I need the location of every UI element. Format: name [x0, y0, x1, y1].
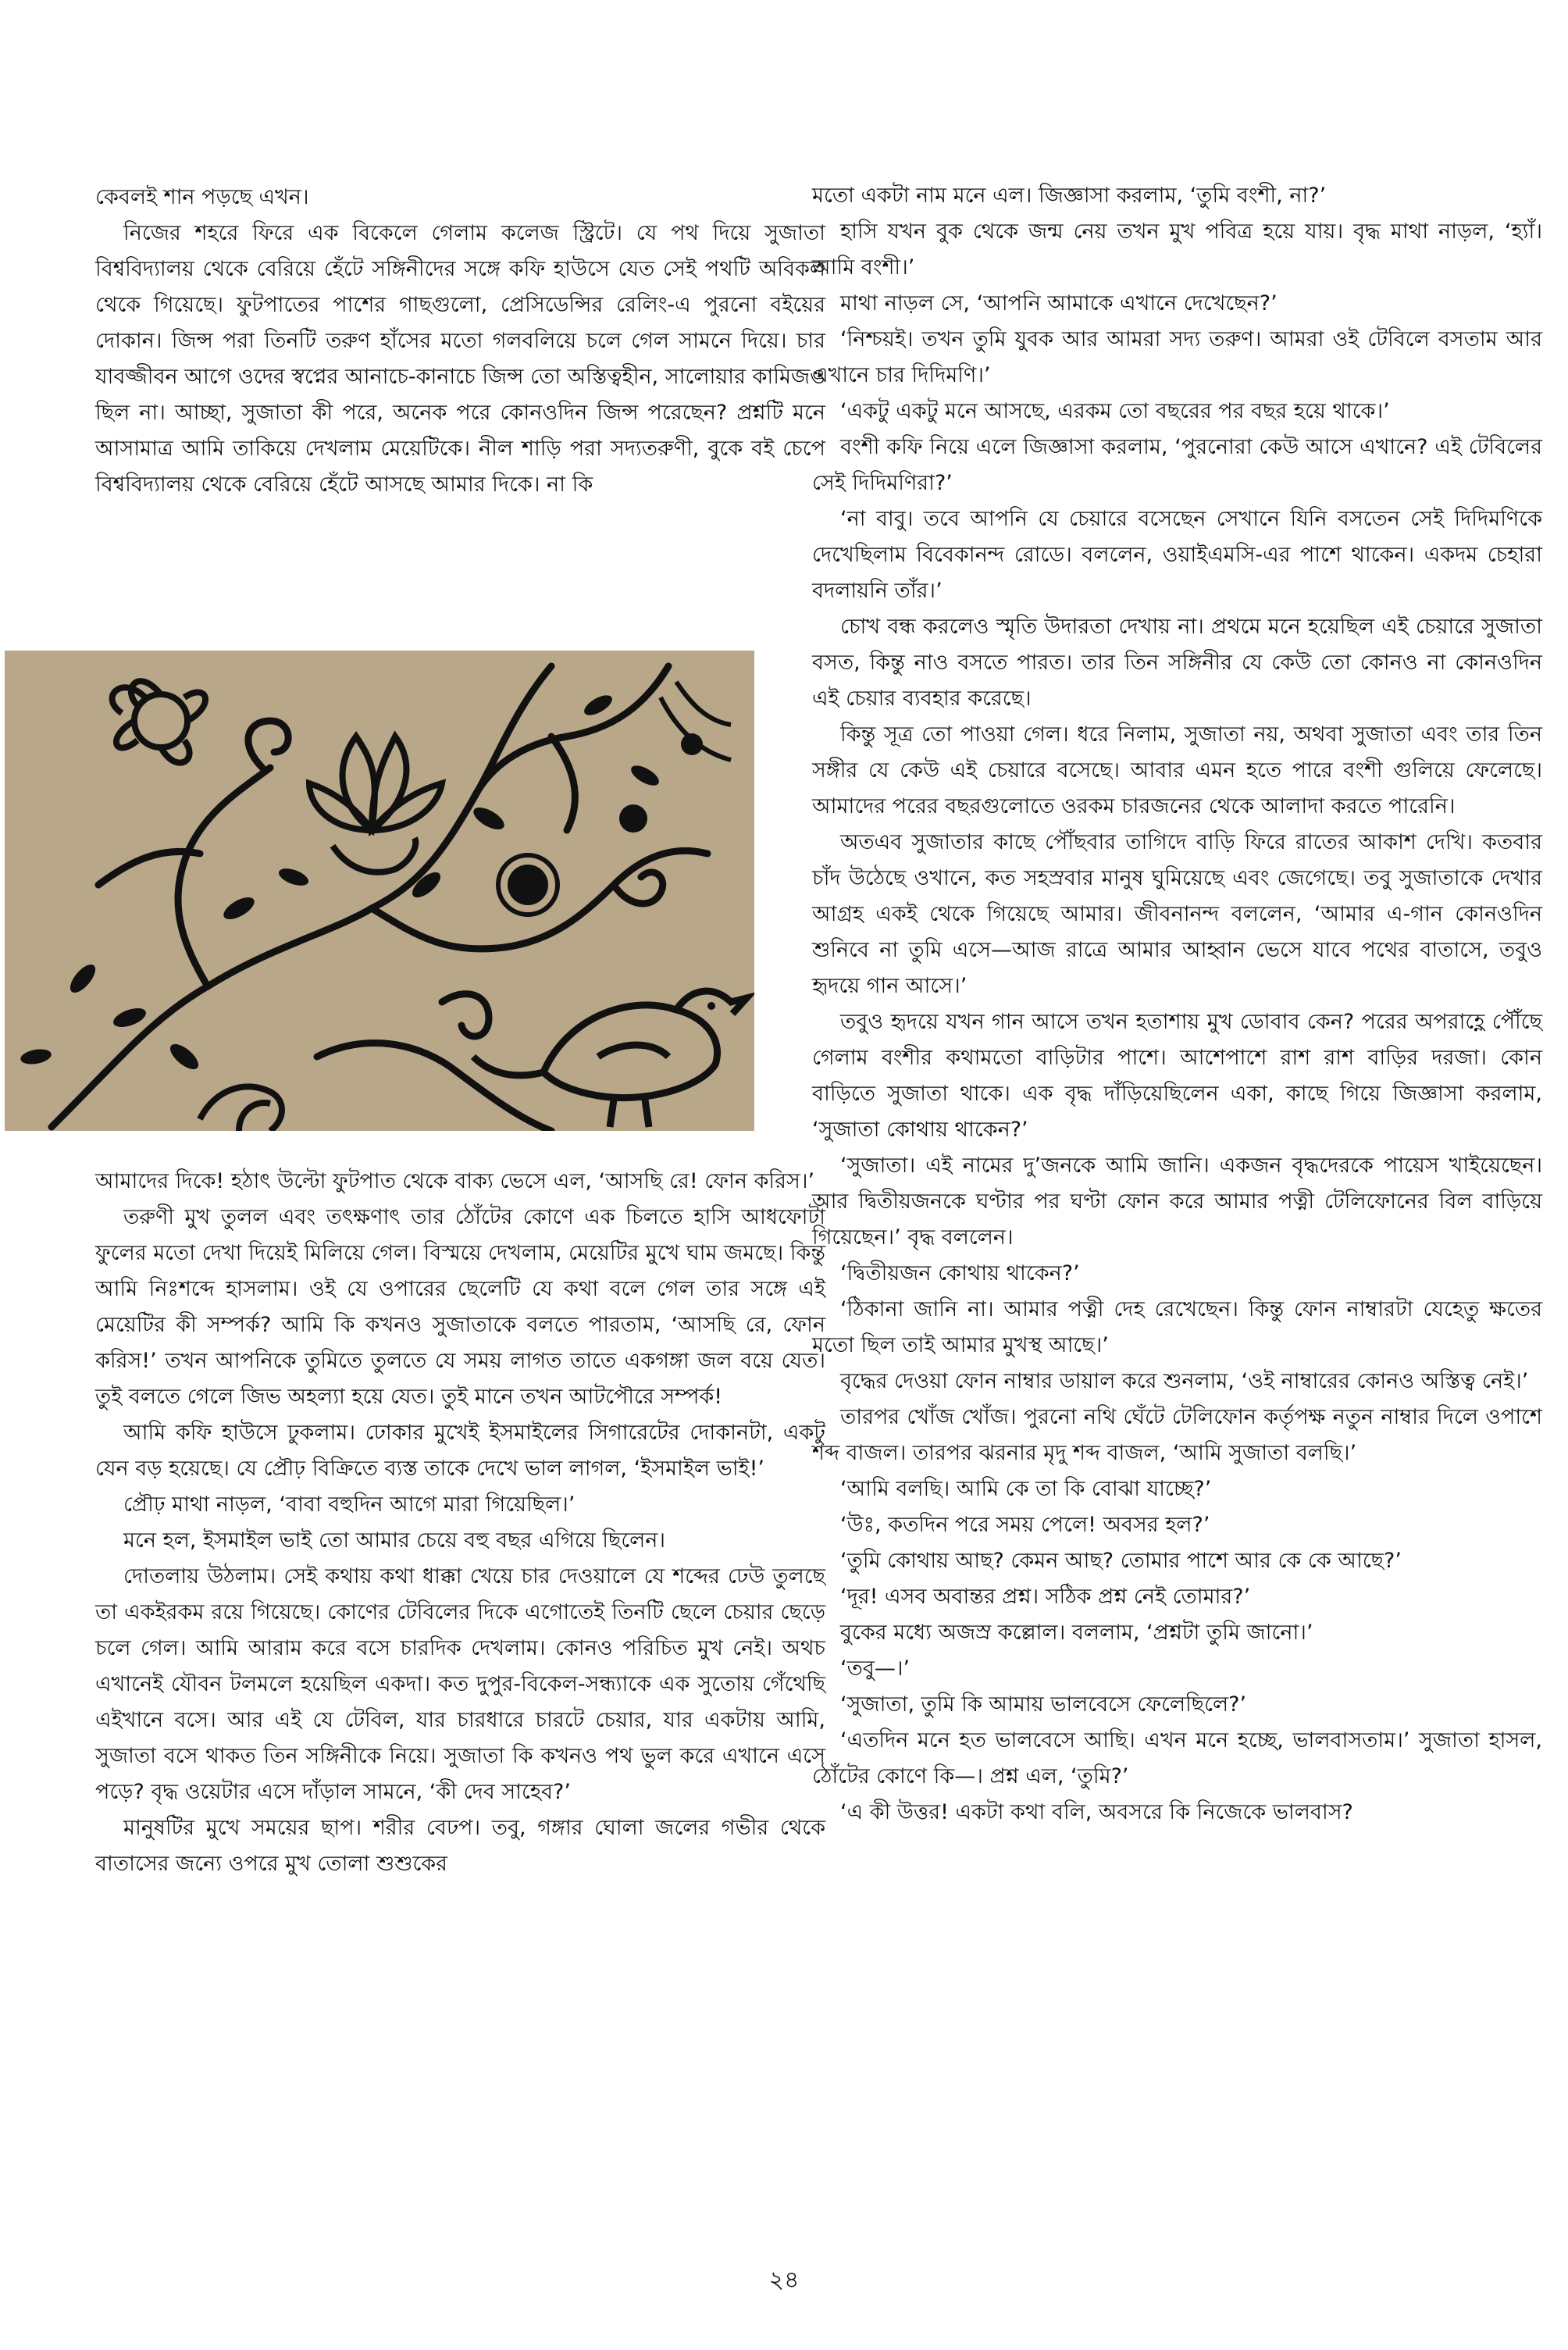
paragraph: ‘আমি বলছি। আমি কে তা কি বোঝা যাচ্ছে?’ [840, 1477, 1212, 1501]
paragraph: মানুষটির মুখে সময়ের ছাপ। শরীর বেঢপ। তবু, গঙ্গার ঘোলা জলের গভীর থেকে বাতাসের জন্যে ওপরে মুখ তোলা শুশুকের [95, 1816, 825, 1876]
paragraph: ‘উঃ, কতদিন পরে সময় পেলে! অবসর হল?’ [840, 1513, 1210, 1537]
left-column-top [95, 180, 825, 503]
paragraph: আমি কফি হাউসে ঢুকলাম। ঢোকার মুখেই ইসমাইলের সিগারেটের দোকানটা, একটু যেন বড় হয়েছে। যে প্রৌঢ় বিক্রিতে ব্যস্ত তাকে দেখে ভাল লাগল, ‘ইসমাইল ভাই!’ [95, 1421, 825, 1481]
paragraph: মতো একটা নাম মনে এল। জিজ্ঞাসা করলাম, ‘তুমি বংশী, না?’ [812, 184, 1327, 208]
paragraph: ‘সুজাতা। এই নামের দু’জনকে আমি জানি। একজন বৃদ্ধদেরকে পায়েস খাইয়েছেন। আর দ্বিতীয়জনকে ঘণ্টার পর ঘণ্টা ফোন করে আমার পত্নী টেলিফোনের বিল বাড়িয়ে গিয়েছেন।’ বৃদ্ধ বললেন। [812, 1154, 1542, 1250]
paragraph: কেবলই শান পড়ছে এখন। [95, 185, 309, 209]
paragraph: ‘তবু—।’ [840, 1656, 911, 1681]
paragraph: ‘সুজাতা, তুমি কি আমায় ভালবেসে ফেলেছিলে?’ [840, 1692, 1247, 1717]
paragraph: তরুণী মুখ তুলল এবং তৎক্ষণাৎ তার ঠোঁটের কোণে এক চিলতে হাসি আধফোটা ফুলের মতো দেখা দিয়েই মিলিয়ে গেল। বিস্ময়ে দেখলাম, মেয়েটির মুখে ঘাম জমছে। কিন্তু আমি নিঃশব্দে হাসলাম। ওই যে ওপারের ছেলেটি যে কথা বলে গেল তার সঙ্গে এই মেয়েটির কী সম্পর্ক? আমি কি কখনও সুজাতাকে বলতে পারতাম, ‘আসছি রে, ফোন করিস!’ তখন আপনিকে তুমিতে তুলতে যে সময় লাগত তাতে একগঙ্গা জল বয়ে যেত। তুই বলতে গেলে জিভ অহল্যা হয়ে যেত। তুই মানে তখন আটপৌরে সম্পর্ক! [95, 1205, 825, 1409]
paragraph: ‘দ্বিতীয়জন কোথায় থাকেন?’ [840, 1261, 1080, 1286]
paragraph: ‘দূর! এসব অবান্তর প্রশ্ন। সঠিক প্রশ্ন নেই তোমার?’ [840, 1585, 1251, 1609]
paragraph: ‘এ কী উত্তর! একটা কথা বলি, অবসরে কি নিজেকে ভালবাস? [840, 1800, 1353, 1824]
paragraph: মাথা নাড়ল সে, ‘আপনি আমাকে এখানে দেখেছেন?’ [840, 291, 1278, 316]
paragraph: অতএব সুজাতার কাছে পৌঁছবার তাগিদে বাড়ি ফিরে রাতের আকাশ দেখি। কতবার চাঁদ উঠেছে ওখানে, কত সহস্রবার মানুষ ঘুমিয়েছে এবং জেগেছে। তবু সুজাতাকে দেখার আগ্রহ একই থেকে গিয়েছে আমার। জীবনানন্দ বললেন, ‘আমার এ-গান কোনওদিন শুনিবে না তুমি এসে—আজ রাত্রে আমার আহ্বান ভেসে যাবে পথের বাতাসে, তবুও হৃদয়ে গান আসে।’ [812, 830, 1542, 998]
paragraph: ‘ঠিকানা জানি না। আমার পত্নী দেহ রেখেছেন। কিন্তু ফোন নাম্বারটা যেহেতু ক্ষতের মতো ছিল তাই আমার মুখস্থ আছে।’ [812, 1297, 1542, 1357]
paragraph: ‘নিশ্চয়ই। তখন তুমি যুবক আর আমরা সদ্য তরুণ। আমরা ওই টেবিলে বসতাম আর এখানে চার দিদিমণি।’ [812, 327, 1542, 387]
paragraph: কিন্তু সূত্র তো পাওয়া গেল। ধরে নিলাম, সুজাতা নয়, অথবা সুজাতা এবং তার তিন সঙ্গীর যে কেউ এই চেয়ারে বসেছে। আবার এমন হতে পারে বংশী গুলিয়ে ফেলেছে। আমাদের পরের বছরগুলোতে ওরকম চারজনের থেকে আলাদা করতে পারেনি। [812, 722, 1542, 818]
paragraph: নিজের শহরে ফিরে এক বিকেলে গেলাম কলেজ স্ট্রিটে। যে পথ দিয়ে সুজাতা বিশ্ববিদ্যালয় থেকে বেরিয়ে হেঁটে সঙ্গিনীদের সঙ্গে কফি হাউসে যেত সেই পথটি অবিকল থেকে গিয়েছে। ফুটপাতের পাশের গাছগুলো, প্রেসিডেন্সির রেলিং-এ পুরনো বইয়ের দোকান। জিন্স পরা তিনটি তরুণ হাঁসের মতো গলবলিয়ে চলে গেল সামনে দিয়ে। চার যাবজ্জীবন আগে ওদের স্বপ্নের আনাচে-কানাচে জিন্স তো অস্তিত্বহীন, সালোয়ার কামিজও ছিল না। আচ্ছা, সুজাতা কী পরে, অনেক পরে কোনওদিন জিন্স পরেছেন? প্রশ্নটি মনে আসামাত্র আমি তাকিয়ে দেখলাম মেয়েটিকে। নীল শাড়ি পরা সদ্যতরুণী, বুকে বই চেপে বিশ্ববিদ্যালয় থেকে বেরিয়ে হেঁটে আসছে আমার দিকে। না কি [95, 221, 825, 497]
paragraph: বৃদ্ধের দেওয়া ফোন নাম্বার ডায়াল করে শুনলাম, ‘ওই নাম্বারের কোনও অস্তিত্ব নেই।’ [840, 1369, 1529, 1393]
paragraph: তারপর খোঁজ খোঁজ। পুরনো নথি ঘেঁটে টেলিফোন কর্তৃপক্ষ নতুন নাম্বার দিলে ওপাশে শব্দ বাজল। তারপর ঝরনার মৃদু শব্দ বাজল, ‘আমি সুজাতা বলছি।’ [812, 1405, 1542, 1465]
paragraph: তবুও হৃদয়ে যখন গান আসে তখন হতাশায় মুখ ডোবাব কেন? পরের অপরাহ্ণে পৌঁছে গেলাম বংশীর কথামতো বাড়িটার পাশে। আশেপাশে রাশ রাশ বাড়ির দরজা। কোন বাড়িতে সুজাতা থাকে। এক বৃদ্ধ দাঁড়িয়েছিলেন একা, কাছে গিয়ে জিজ্ঞাসা করলাম, ‘সুজাতা কোথায় থাকেন?’ [812, 1010, 1542, 1142]
paragraph: মনে হল, ইসমাইল ভাই তো আমার চেয়ে বহু বছর এগিয়ে ছিলেন। [123, 1528, 666, 1553]
paragraph: প্রৌঢ় মাথা নাড়ল, ‘বাবা বহুদিন আগে মারা গিয়েছিল।’ [123, 1492, 576, 1517]
paragraph: দোতলায় উঠলাম। সেই কথায় কথা ধাক্কা খেয়ে চার দেওয়ালে যে শব্দের ঢেউ তুলছে তা একইরকম রয়ে গিয়েছে। কোণের টেবিলের দিকে এগোতেই তিনটি ছেলে চেয়ার ছেড়ে চলে গেল। আমি আরাম করে বসে চারদিক দেখলাম। কোনও পরিচিত মুখ নেই। অথচ এখানেই যৌবন টলমলে হয়েছিল একদা। কত দুপুর-বিকেল-সন্ধ্যাকে এক সুতোয় গেঁথেছি এইখানে বসে। আর এই যে টেবিল, যার চারধারে চারটে চেয়ার, যার একটায় আমি, সুজাতা বসে থাকত তিন সঙ্গিনীকে নিয়ে। সুজাতা কি কখনও পথ ভুল করে এখানে এসে পড়ে? বৃদ্ধ ওয়েটার এসে দাঁড়াল সামনে, ‘কী দেব সাহেব?’ [95, 1564, 825, 1804]
floral-bird-woodcut-icon [5, 651, 754, 1131]
right-column [812, 178, 1542, 1831]
left-column-bottom [95, 1164, 825, 1882]
paragraph: ‘একটু একটু মনে আসছে, এরকম তো বছরের পর বছর হয়ে থাকে।’ [840, 399, 1390, 423]
paragraph: ‘এতদিন মনে হত ভালবেসে আছি। এখন মনে হচ্ছে, ভালবাসতাম।’ সুজাতা হাসল, ঠোঁটের কোণে কি—। প্রশ্ন এল, ‘তুমি?’ [812, 1728, 1542, 1788]
paragraph: বংশী কফি নিয়ে এলে জিজ্ঞাসা করলাম, ‘পুরনোরা কেউ আসে এখানে? এই টেবিলের সেই দিদিমণিরা?’ [812, 435, 1542, 495]
paragraph: ‘না বাবু। তবে আপনি যে চেয়ারে বসেছেন সেখানে যিনি বসতেন সেই দিদিমণিকে দেখেছিলাম বিবেকানন্দ রোডে। বললেন, ওয়াইএমসি-এর পাশে থাকেন। একদম চেহারা বদলায়নি তাঁর।’ [812, 507, 1542, 603]
floral-bird-illustration [5, 651, 754, 1131]
paragraph: ‘তুমি কোথায় আছ? কেমন আছ? তোমার পাশে আর কে কে আছে?’ [840, 1549, 1402, 1573]
paragraph: চোখ বন্ধ করলেও স্মৃতি উদারতা দেখায় না। প্রথমে মনে হয়েছিল এই চেয়ারে সুজাতা বসত, কিন্তু নাও বসতে পারত। তার তিন সঙ্গিনীর যে কেউ তো কোনও না কোনওদিন এই চেয়ার ব্যবহার করেছে। [812, 615, 1542, 711]
page-number: ২৪ [768, 2266, 800, 2294]
paragraph: বুকের মধ্যে অজস্র কল্লোল। বললাম, ‘প্রশ্নটা তুমি জানো।’ [840, 1621, 1313, 1645]
paragraph: হাসি যখন বুক থেকে জন্ম নেয় তখন মুখ পবিত্র হয়ে যায়। বৃদ্ধ মাথা নাড়ল, ‘হ্যাঁ। আমি বংশী।’ [812, 219, 1542, 280]
paragraph: আমাদের দিকে! হঠাৎ উল্টো ফুটপাত থেকে বাক্য ভেসে এল, ‘আসছি রে! ফোন করিস।’ [95, 1169, 815, 1193]
